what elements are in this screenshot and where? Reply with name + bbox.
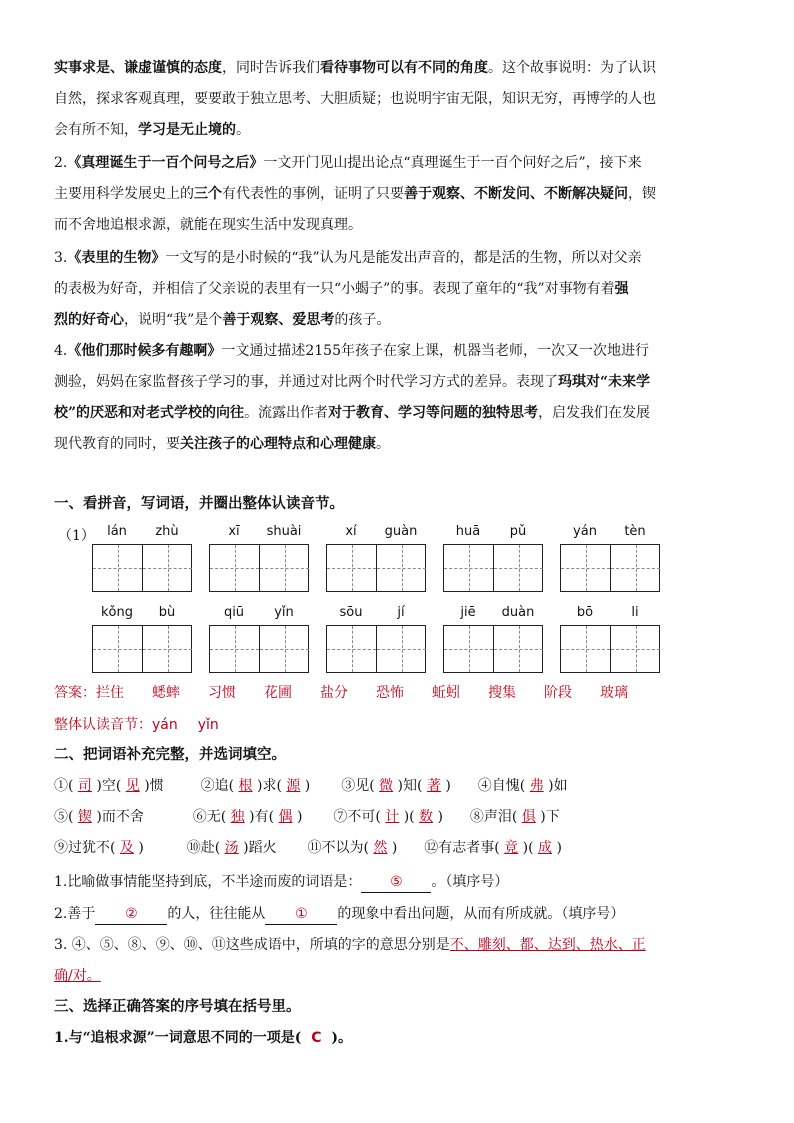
fill-answer: 不、雕刻、都、达到、热水、正 <box>449 937 646 953</box>
bold-phrase: 烈的好奇心 <box>54 312 124 328</box>
item-number: 4. <box>54 343 68 359</box>
writing-cell[interactable] <box>142 626 192 672</box>
bold-phrase: 善于观察、爱思考 <box>222 312 335 328</box>
pinyin-syllable: xí <box>345 524 357 539</box>
writing-grid[interactable] <box>92 625 192 673</box>
fill-answer: 根 <box>238 778 253 794</box>
pinyin-syllable: huā <box>455 524 481 539</box>
idiom-number: ② <box>200 778 215 794</box>
passage-line <box>54 341 744 361</box>
pinyin-syllable: yǐn <box>274 605 294 620</box>
answer-word: 玻璃 <box>600 685 628 701</box>
fill-answer: 独 <box>230 809 245 825</box>
pinyin-word-box <box>209 524 309 594</box>
writing-cell[interactable] <box>259 626 309 672</box>
idiom-number: ⑨ <box>54 840 68 856</box>
pinyin-syllable: kǒng <box>101 605 133 620</box>
bold-phrase: 玛琪对“未来学 <box>558 374 651 390</box>
idiom-number: ⑩ <box>186 840 201 856</box>
idiom-text: 有志者事 <box>438 840 495 856</box>
fill-answer: 偶 <box>278 809 293 825</box>
writing-grid[interactable] <box>560 625 660 673</box>
bold-phrase: 关注孩子的心理特点和心理健康 <box>180 436 376 452</box>
question-text: 1.比喻做事情能坚持到底，不半途而废的词语是： <box>54 874 362 890</box>
idiom-number: ⑦ <box>333 809 348 825</box>
pinyin-syllable: li <box>631 605 639 620</box>
choice-answer: C <box>311 1030 322 1046</box>
idiom-text: 过犹不 <box>68 840 110 856</box>
pinyin <box>326 605 426 623</box>
writing-cell[interactable] <box>259 545 309 591</box>
fill-answer: ⑤ <box>361 872 431 893</box>
question-text: 1.与“追根求源”一词意思不同的一项是( <box>54 1030 302 1046</box>
idiom-number: ⑫ <box>424 840 439 856</box>
fill-answer: 汤 <box>224 840 239 856</box>
text: 的孩子。 <box>334 312 391 328</box>
item-number: 2. <box>54 155 68 171</box>
writing-grid[interactable] <box>92 544 192 592</box>
title-ref: 《他们那时候多有趣啊》 <box>67 343 222 359</box>
pinyin-syllable: guàn <box>384 524 418 539</box>
idiom-text: 惯 <box>149 778 164 794</box>
answer-word: 蚯蚓 <box>432 685 460 701</box>
idiom-text: 不可 <box>347 809 376 825</box>
answer-word: 花圃 <box>264 685 292 701</box>
pinyin-word-box <box>92 605 192 675</box>
question-line <box>54 935 744 955</box>
writing-cell[interactable] <box>561 626 610 672</box>
text: 而不舍地追根求源，就能在现实生活中发现真理。 <box>54 217 362 233</box>
idiom-text: 声泪 <box>483 809 512 825</box>
answer-word: 阶段 <box>544 685 572 701</box>
writing-grid[interactable] <box>209 544 309 592</box>
idiom-number: ④ <box>477 778 492 794</box>
whole-label: 整体认读音节： <box>54 717 152 733</box>
title-ref: 《表里的生物》 <box>67 250 166 266</box>
writing-cell[interactable] <box>142 545 192 591</box>
bold-phrase: 实事求是、谦虚谨慎的态度 <box>54 60 222 76</box>
idiom-text: 蹈火 <box>248 840 277 856</box>
text: 一文通过描述2155年孩子在家上课，机器当老师，一次又一次地进行 <box>221 343 649 359</box>
pinyin-word-box <box>209 605 309 675</box>
pinyin <box>560 524 660 542</box>
pinyin <box>443 524 543 542</box>
text: 。 <box>376 436 390 452</box>
pinyin <box>209 605 309 623</box>
idiom-text: 不以为 <box>321 840 364 856</box>
pinyin-syllable: sōu <box>339 605 363 620</box>
idiom-text: 见 <box>355 778 370 794</box>
writing-cell[interactable] <box>327 626 376 672</box>
idiom-text: 有 <box>254 809 269 825</box>
section-title: 三、选择正确答案的序号填在括号里。 <box>54 998 301 1015</box>
question-line <box>54 904 744 925</box>
idiom-row: ⑨过犹不( 及 ) ⑩赴( 汤 )蹈火 ⑪不以为( 然 ) ⑫有志者事( 竟 )( 成 ) <box>54 840 562 856</box>
text: 。流露出作者 <box>244 405 329 421</box>
idiom-number: ③ <box>341 778 356 794</box>
bold-phrase: 校”的厌恶和对老式学校的向往 <box>54 405 245 421</box>
idiom-number: ⑥ <box>192 809 207 825</box>
text: 的表极为好奇，并相信了父亲说的表里有一只“小蝎子”的事。表现了童年的“我”对事物有着 <box>54 281 615 297</box>
idiom-number: ⑧ <box>469 809 484 825</box>
answer-word: 拦住 <box>96 685 124 701</box>
writing-cell[interactable] <box>327 545 376 591</box>
answer-word: 搜集 <box>488 685 516 701</box>
text: 一文写的是小时候的“我”认为凡是能发出声音的，都是活的生物，所以对父亲 <box>165 250 642 266</box>
text: 。这个故事说明：为了认识 <box>488 60 656 76</box>
item-number: 3. <box>54 250 68 266</box>
pinyin <box>92 524 192 542</box>
pinyin-word-box <box>560 524 660 594</box>
whole-syllable: yán <box>152 717 178 733</box>
idiom-number: ⑤ <box>54 809 68 825</box>
passage-line <box>54 153 744 173</box>
fill-answer: 确/对。 <box>54 968 101 984</box>
text: 现代教育的同时，要 <box>54 436 180 452</box>
bold-phrase: 强 <box>614 281 629 297</box>
fill-answer: ② <box>95 904 167 925</box>
text: 测验，妈妈在家监督孩子学习的事，并通过对比两个时代学习方式的差异。表现了 <box>54 374 558 390</box>
pinyin-word-box <box>92 524 192 594</box>
fill-answer: 成 <box>538 840 552 856</box>
question-line <box>54 966 744 986</box>
fill-answer: 源 <box>286 778 301 794</box>
passage-line <box>54 184 744 204</box>
pinyin-syllable: lán <box>107 524 127 539</box>
writing-cell[interactable] <box>493 545 543 591</box>
passage-line <box>54 58 744 78</box>
answer-word: 习惯 <box>208 685 236 701</box>
writing-cell[interactable] <box>561 545 610 591</box>
fill-answer: 司 <box>77 778 92 794</box>
pinyin <box>326 524 426 542</box>
pinyin-word-box <box>560 605 660 675</box>
pinyin <box>443 605 543 623</box>
pinyin-syllable: bù <box>158 605 176 620</box>
answer-word: 蟋蟀 <box>152 685 180 701</box>
title-ref: 《真理诞生于一百个问号之后》 <box>67 155 264 171</box>
idiom-number: ① <box>54 778 68 794</box>
text: 有代表性的事例，证明了只要 <box>222 186 404 202</box>
pinyin-syllable: zhù <box>155 524 179 539</box>
fill-answer: 竟 <box>504 840 519 856</box>
passage-line <box>54 215 744 235</box>
text: ，启发我们在发展 <box>538 405 651 421</box>
idiom-text: 而不舍 <box>101 809 144 825</box>
text: 自然，探求客观真理，要要敢于独立思考、大胆质疑；也说明宇宙无限，知识无穷，再博学的人也 <box>54 91 656 107</box>
pinyin-word-box <box>326 605 426 675</box>
writing-cell[interactable] <box>93 545 142 591</box>
text: ，同时告诉我们 <box>222 60 320 76</box>
pinyin-syllable: qiū <box>223 605 245 620</box>
writing-cell[interactable] <box>210 626 259 672</box>
passage-line <box>54 120 744 140</box>
fill-answer: 见 <box>125 778 140 794</box>
bold-phrase: 看待事物可以有不同的角度 <box>320 60 488 76</box>
idiom-text: 无 <box>206 809 221 825</box>
item-number: （1） <box>58 528 95 544</box>
writing-grid[interactable] <box>443 544 543 592</box>
idiom-text: 追 <box>214 778 229 794</box>
whole-syllable: yǐn <box>197 717 219 733</box>
question-text: )。 <box>331 1030 352 1046</box>
text: ，说明“我”是个 <box>124 312 223 328</box>
idiom-text: 如 <box>553 778 568 794</box>
pinyin-syllable: yán <box>573 524 597 539</box>
passage-line <box>54 89 744 109</box>
idiom-row: ⑤( 锲 )而不舍 ⑥无( 独 )有( 偶 ) ⑦不可( 计 )( 数 ) ⑧声泪( 俱 )下 <box>54 809 560 825</box>
answer-line <box>54 683 744 703</box>
fill-answer: 然 <box>373 840 388 856</box>
idiom-text: 知 <box>403 778 418 794</box>
fill-answer: 著 <box>426 778 441 794</box>
idiom-row: ①( 司 )空( 见 )惯 ②追( 根 )求( 源 ) ③见( 微 )知( 著 ) ④自愧( 弗 )如 <box>54 778 568 794</box>
question-text: 3. ④、⑤、⑧、⑨、⑩、⑪这些成语中，所填的字的意思分别是 <box>54 937 450 953</box>
writing-cell[interactable] <box>376 545 426 591</box>
fill-answer: ① <box>265 904 337 925</box>
question-line <box>54 1028 744 1048</box>
pinyin-syllable: xī <box>228 524 240 539</box>
passage-line <box>54 372 744 392</box>
question-text: 的现象中看出问题，从而有所成就。（填序号） <box>337 906 625 922</box>
question-text: 的人，往往能从 <box>167 906 266 922</box>
pinyin <box>92 605 192 623</box>
passage-line <box>54 279 744 299</box>
section-title: 一、看拼音，写词语，并圈出整体认读音节。 <box>54 495 344 512</box>
idiom-text: 空 <box>101 778 116 794</box>
bold-phrase: 三个 <box>194 186 222 202</box>
pinyin-word-box <box>326 524 426 594</box>
pinyin-syllable: jí <box>397 605 405 620</box>
pinyin-syllable: jiē <box>460 605 476 620</box>
writing-cell[interactable] <box>93 626 142 672</box>
passage-line <box>54 310 744 330</box>
fill-answer: 计 <box>385 809 400 825</box>
idiom-number: ⑪ <box>307 840 322 856</box>
fill-answer: 锲 <box>77 809 92 825</box>
idiom-text: 求 <box>262 778 277 794</box>
text: 主要用科学发展史上的 <box>54 186 194 202</box>
passage-line <box>54 434 744 454</box>
fill-answer: 俱 <box>521 809 536 825</box>
text: 会有所不知， <box>54 122 138 138</box>
pinyin-word-box <box>443 524 543 594</box>
writing-grid[interactable] <box>560 544 660 592</box>
bold-phrase: 对于教育、学习等问题的独特思考 <box>328 405 539 421</box>
writing-cell[interactable] <box>610 626 660 672</box>
writing-cell[interactable] <box>493 626 543 672</box>
writing-grid[interactable] <box>326 544 426 592</box>
text: 一文开门见山提出论点“真理诞生于一百个问好之后”，接下来 <box>263 155 642 171</box>
answer-words <box>96 685 656 701</box>
text: 。 <box>236 122 250 138</box>
pinyin-syllable: duàn <box>501 605 535 620</box>
pinyin-syllable: tèn <box>624 524 646 539</box>
question-line <box>54 872 744 893</box>
bold-phrase: 学习是无止境的 <box>138 122 236 138</box>
whole-syllable-line <box>54 715 744 735</box>
pinyin <box>209 524 309 542</box>
pinyin-syllable: pǔ <box>509 524 527 539</box>
answer-word: 恐怖 <box>376 685 404 701</box>
question-text: 。（填序号） <box>431 874 509 890</box>
pinyin-syllable: shuài <box>266 524 302 539</box>
writing-cell[interactable] <box>376 626 426 672</box>
answer-label: 答案： <box>54 685 96 701</box>
fill-answer: 数 <box>419 809 434 825</box>
pinyin-syllable: bō <box>576 605 594 620</box>
fill-answer: 微 <box>379 778 394 794</box>
pinyin-word-box <box>443 605 543 675</box>
writing-cell[interactable] <box>444 626 493 672</box>
writing-grid[interactable] <box>443 625 543 673</box>
section-title: 二、把词语补充完整，并选词填空。 <box>54 746 286 763</box>
writing-cell[interactable] <box>610 545 660 591</box>
passage-line <box>54 403 744 423</box>
writing-grid[interactable] <box>326 625 426 673</box>
passage-line <box>54 248 744 268</box>
text: ，锲 <box>628 186 656 202</box>
idiom-text: 自愧 <box>491 778 520 794</box>
answer-word: 盐分 <box>320 685 348 701</box>
idiom-text: 下 <box>545 809 560 825</box>
writing-cell[interactable] <box>210 545 259 591</box>
writing-grid[interactable] <box>209 625 309 673</box>
fill-answer: 及 <box>119 840 134 856</box>
bold-phrase: 善于观察、不断发问、不断解决疑问 <box>404 186 628 202</box>
writing-cell[interactable] <box>444 545 493 591</box>
fill-answer: 弗 <box>529 778 544 794</box>
idiom-text: 赴 <box>200 840 215 856</box>
question-text: 2.善于 <box>54 906 96 922</box>
pinyin <box>560 605 660 623</box>
